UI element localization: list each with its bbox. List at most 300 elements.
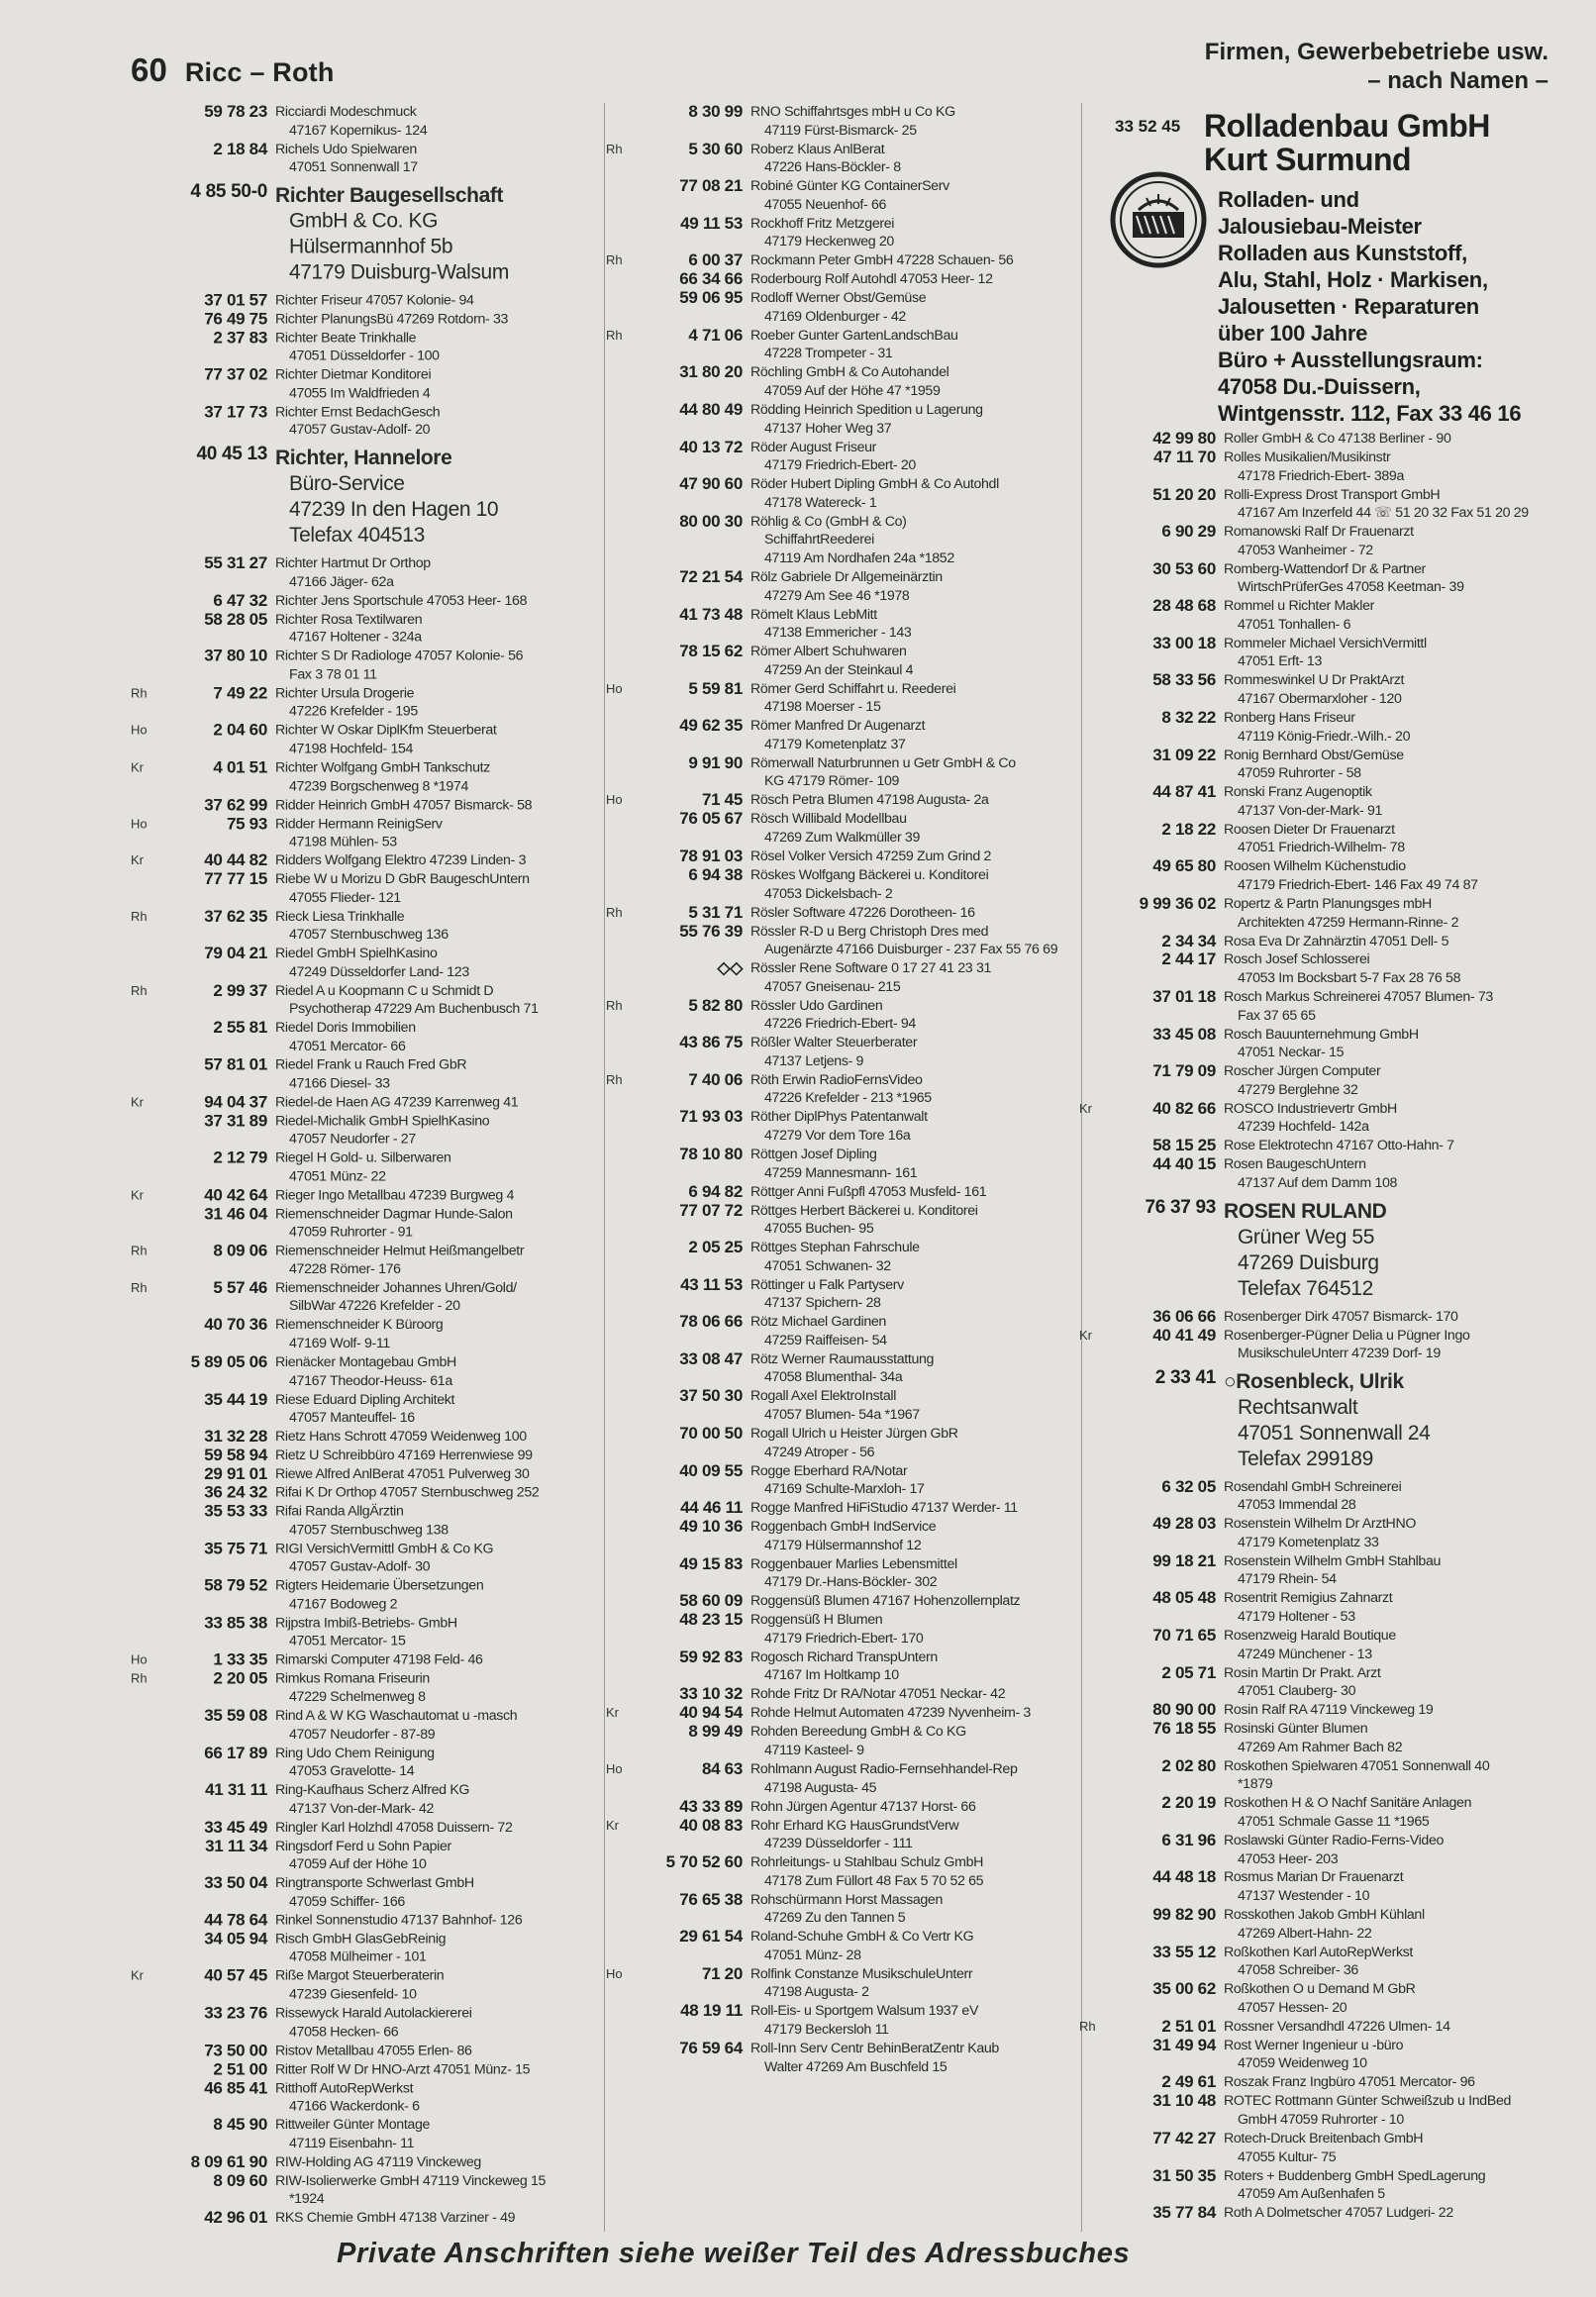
phone-number: 2 51 01 — [1161, 2016, 1216, 2036]
listing-entry — [608, 754, 1073, 791]
listing-address: 47269 Am Rahmer Bach 82 — [1238, 1739, 1403, 1755]
listing-entry — [133, 103, 588, 140]
listing-text — [750, 1817, 1073, 1853]
listing-name: Ristov Metallbau 47055 Erlen- 86 — [275, 2042, 472, 2058]
listing-address: 47059 Am Außenhafen 5 — [1238, 2186, 1385, 2203]
listing-entry — [608, 1760, 1073, 1797]
listing-name: Roszak Franz Ingbüro 47051 Mercator- 96 — [1224, 2074, 1475, 2091]
listing-entry — [133, 329, 588, 365]
phone-number: 40 44 82 — [204, 850, 267, 870]
phone-number: 37 80 10 — [204, 646, 267, 665]
listing-text — [750, 866, 1073, 903]
listing-address: 47053 Dickelsbach- 2 — [764, 885, 893, 902]
listing-text — [750, 1462, 1073, 1499]
listing-entry — [133, 1186, 588, 1205]
listing-text — [1224, 560, 1551, 597]
listing-text — [750, 643, 1073, 679]
listing-text — [1224, 895, 1551, 932]
listing-address: 47226 Friedrich-Ebert- 94 — [764, 1016, 916, 1033]
listing-text — [1224, 1832, 1551, 1868]
phone-number: 9 99 36 02 — [1139, 893, 1216, 913]
listing-entry — [133, 1967, 588, 2004]
listing-text — [275, 722, 588, 758]
listing-entry — [608, 1313, 1073, 1349]
listing-name: Röttger Anni Fußpfl 47053 Musfeld- 161 — [750, 1183, 987, 1200]
listing-text — [275, 1428, 588, 1447]
listing-text — [275, 1353, 588, 1390]
listing-entry — [133, 1819, 588, 1838]
listing-text — [750, 810, 1073, 847]
listing-entry — [608, 141, 1073, 177]
listing-name: Ringler Karl Holzhdl 47058 Duissern- 72 — [275, 1819, 513, 1836]
listing-name: Rotech-Druck Breitenbach GmbH — [1224, 2130, 1424, 2147]
listing-name: Röhlig & Co (GmbH & Co) — [750, 513, 907, 530]
listing-text — [275, 982, 588, 1019]
listing-name: Richter Baugesellschaft — [275, 183, 504, 207]
listing-text — [750, 1685, 1073, 1704]
listing-text — [275, 1912, 588, 1931]
listing-name: Rohr Erhard KG HausGrundstVerw — [750, 1817, 959, 1834]
listing-entry — [1081, 895, 1551, 932]
phone-number: 99 82 90 — [1152, 1905, 1216, 1925]
listing-name: Roslawski Günter Radio-Ferns-Video — [1224, 1832, 1445, 1848]
listing-address: 47057 Hessen- 20 — [1238, 1999, 1347, 2016]
listing-entry — [133, 1781, 588, 1818]
phone-number: 48 05 48 — [1152, 1588, 1216, 1608]
listing-name: Rogall Ulrich u Heister Jürgen GbR — [750, 1426, 958, 1442]
listing-name: Romanowski Ralf Dr Frauenarzt — [1224, 524, 1414, 541]
listing-address: 47228 Trompeter - 31 — [764, 346, 893, 362]
listing-text — [275, 1707, 588, 1744]
listing-entry — [608, 848, 1073, 866]
phone-number: 66 34 66 — [679, 269, 743, 289]
listing-address: 47055 Im Waldfrieden 4 — [289, 385, 431, 402]
district-code: Kr — [131, 759, 144, 775]
phone-number: 71 20 — [701, 1963, 743, 1983]
listing-name: Riedel GmbH SpielhKasino — [275, 946, 438, 962]
listing-name: Rössler Udo Gardinen — [750, 997, 883, 1014]
listing-entry — [608, 270, 1073, 289]
phone-number: 78 91 03 — [679, 846, 743, 865]
listing-entry — [608, 866, 1073, 903]
ad-phone-number: 33 52 45 — [1115, 117, 1181, 136]
listing-entry — [133, 1112, 588, 1148]
phone-number: 33 10 32 — [679, 1684, 743, 1704]
listing-entry — [608, 1034, 1073, 1070]
listing-entry — [133, 1205, 588, 1242]
phone-number: 79 04 21 — [204, 944, 267, 963]
district-code: Rh — [131, 1280, 148, 1296]
listing-entry — [133, 1243, 588, 1279]
listing-name: Rosenberger Dirk 47057 Bismarck- 170 — [1224, 1308, 1458, 1325]
listing-entry — [133, 1745, 588, 1781]
listing-text — [750, 1760, 1073, 1797]
listing-text — [1224, 1552, 1551, 1589]
listing-text — [1224, 747, 1551, 783]
listing-name: Rößler Walter Steuerberater — [750, 1035, 918, 1051]
phone-number: 33 23 76 — [204, 2003, 267, 2023]
listing-entry — [133, 2079, 588, 2116]
listing-address: 47179 Kometenplatz 37 — [764, 736, 906, 752]
phone-number: 40 13 72 — [679, 437, 743, 456]
listing-entry — [133, 815, 588, 851]
listing-text — [1224, 2073, 1551, 2092]
listing-text — [750, 2040, 1073, 2076]
section-title: Firmen, Gewerbebetriebe usw. — [1204, 39, 1548, 65]
phone-number: 71 45 — [701, 790, 743, 810]
listing-text — [750, 177, 1073, 214]
listing-entry — [1081, 1515, 1551, 1551]
listing-name: Ritter Rolf W Dr HNO-Arzt 47051 Münz- 15 — [275, 2060, 531, 2077]
listing-address: GmbH 47059 Ruhrorter - 10 — [1238, 2111, 1404, 2128]
listing-entry — [608, 1350, 1073, 1387]
phone-number: 48 23 15 — [679, 1610, 743, 1630]
listing-address: 47226 Hans-Böckler- 8 — [764, 159, 901, 176]
listing-address: 47055 Flieder- 121 — [289, 889, 401, 906]
listing-name: Roßkothen Karl AutoRepWerkst — [1224, 1944, 1414, 1960]
ad-line: über 100 Jahre — [1218, 321, 1368, 346]
listing-entry — [133, 1056, 588, 1093]
listing-address: Architekten 47259 Hermann-Rinne- 2 — [1238, 914, 1459, 931]
listing-text — [1224, 950, 1551, 987]
listing-entry — [1081, 2037, 1551, 2073]
phone-number: 73 50 00 — [204, 2040, 267, 2059]
phone-number: 33 45 08 — [1152, 1024, 1216, 1044]
phone-number: 77 08 21 — [679, 176, 743, 196]
phone-number: 7 40 06 — [688, 1069, 743, 1089]
phone-number: 5 89 05 06 — [190, 1352, 267, 1371]
listing-text — [750, 791, 1073, 810]
listing-text — [750, 1350, 1073, 1387]
listing-entry — [608, 1499, 1073, 1518]
district-code: Rh — [1079, 2018, 1096, 2034]
listing-text — [275, 1205, 588, 1242]
listing-name: Rötz Michael Gardinen — [750, 1314, 886, 1331]
listing-text — [750, 270, 1073, 289]
listing-address: 47228 Römer- 176 — [289, 1261, 401, 1278]
listing-name: Rohde Fritz Dr RA/Notar 47051 Neckar- 42 — [750, 1686, 1006, 1703]
phone-number: 59 92 83 — [679, 1647, 743, 1666]
listing-address: 47055 Neuenhof- 66 — [764, 196, 887, 213]
listing-name: Rosenzweig Harald Boutique — [1224, 1628, 1396, 1645]
listing-address: 47119 Eisenbahn- 11 — [289, 2135, 415, 2151]
phone-number: 71 93 03 — [679, 1107, 743, 1127]
phone-number: 49 10 36 — [679, 1517, 743, 1537]
listing-name: Ritthoff AutoRepWerkst — [275, 2079, 414, 2096]
listing-entry — [1081, 523, 1551, 559]
phone-number: 94 04 37 — [204, 1092, 267, 1112]
listing-text — [1224, 1515, 1551, 1551]
listing-name: Richter PlanungsBü 47269 Rotdorn- 33 — [275, 311, 509, 328]
listing-name: Röttgen Josef Dipling — [750, 1146, 877, 1162]
listing-name: Riemenschneider K Büroorg — [275, 1317, 444, 1334]
listing-text — [750, 1071, 1073, 1108]
listing-address: 47259 Raiffeisen- 54 — [764, 1332, 887, 1348]
district-code: Rh — [606, 1071, 623, 1087]
listing-text — [750, 1853, 1073, 1890]
listing-text — [750, 2002, 1073, 2039]
listing-address: 47057 Gneisenau- 215 — [764, 978, 901, 995]
district-code: Rh — [131, 1243, 148, 1258]
listing-name: Richter S Dr Radiologe 47057 Kolonie- 56 — [275, 648, 524, 664]
listing-address: 47057 Gustav-Adolf- 30 — [289, 1558, 431, 1575]
phone-number: 77 07 72 — [679, 1200, 743, 1220]
listing-name: Rost Werner Ingenieur u -büro — [1224, 2037, 1404, 2053]
phone-number: 31 09 22 — [1152, 745, 1216, 764]
listing-name: ROSCO Industrievertr GmbH — [1224, 1100, 1397, 1117]
listing-text — [275, 648, 588, 684]
listing-name: Roggenbach GmbH IndService — [750, 1519, 937, 1536]
listing-name: Roll-Inn Serv Centr BehinBeratZentr Kaub — [750, 2041, 999, 2057]
listing-entry — [133, 554, 588, 591]
listing-name: Riße Margot Steuerberaterin — [275, 1968, 445, 1984]
phone-number: 55 31 27 — [204, 553, 267, 572]
listing-entry — [608, 1891, 1073, 1928]
listing-name: Roskothen Spielwaren 47051 Sonnenwall 40 — [1224, 1757, 1490, 1774]
phone-number: 2 33 41 — [1154, 1366, 1216, 1388]
phone-number: 8 45 90 — [213, 2115, 267, 2135]
phone-number: 84 63 — [701, 1758, 743, 1778]
phone-number: 6 47 32 — [213, 590, 267, 610]
listing-text — [275, 1317, 588, 1353]
phone-number: 35 00 62 — [1152, 1979, 1216, 1999]
listing-entry — [608, 1146, 1073, 1182]
listing-text — [750, 1202, 1073, 1239]
phone-number: 77 77 15 — [204, 869, 267, 889]
listing-name: Rossner Versandhdl 47226 Ulmen- 14 — [1224, 2018, 1450, 2035]
phone-number: 5 30 60 — [688, 139, 743, 158]
listing-name: Roggensüß H Blumen — [750, 1612, 883, 1629]
listing-address: 47167 Obermarxloher - 120 — [1238, 691, 1402, 708]
phone-number: 49 28 03 — [1152, 1514, 1216, 1534]
phone-number: 36 24 32 — [204, 1482, 267, 1502]
listing-name: Rohrleitungs- u Stahlbau Schulz GmbH — [750, 1854, 984, 1871]
listing-entry — [133, 1707, 588, 1744]
listing-entry — [133, 1577, 588, 1614]
listing-address: 47053 Gravelotte- 14 — [289, 1763, 415, 1780]
listing-name: Riedel Doris Immobilien — [275, 1020, 416, 1037]
listing-address: 47198 Augusta- 45 — [764, 1779, 877, 1796]
listing-entry — [608, 791, 1073, 810]
listing-name: Robiné Günter KG ContainerServ — [750, 178, 949, 195]
phone-number: 43 11 53 — [680, 1274, 743, 1294]
district-code: Kr — [131, 1187, 144, 1203]
listing-address: 47057 Sternbuschweg 138 — [289, 1522, 449, 1539]
listing-entry — [608, 513, 1073, 568]
listing-address: 47179 Friedrich-Ebert- 146 Fax 49 74 87 — [1238, 876, 1478, 893]
listing-entry — [608, 177, 1073, 214]
listing-text — [275, 1670, 588, 1707]
listing-name: Richter W Oskar DiplKfm Steuerberat — [275, 722, 497, 739]
listing-text — [750, 1891, 1073, 1928]
listing-text — [275, 140, 588, 176]
listing-name: Roland-Schuhe GmbH & Co Vertr KG — [750, 1929, 974, 1946]
listing-entry — [1081, 2204, 1551, 2223]
listing-address: 47119 Kasteel- 9 — [764, 1743, 864, 1758]
phone-number: 35 75 71 — [204, 1539, 267, 1558]
listing-address: 47051 Schmale Gasse 11 *1965 — [1238, 1813, 1430, 1830]
listing-text — [275, 1484, 588, 1503]
listing-text — [275, 103, 588, 140]
district-code: Kr — [1079, 1100, 1092, 1116]
listing-entry — [1081, 1366, 1551, 1472]
listing-address: 47137 Letjens- 9 — [764, 1052, 864, 1069]
listing-text — [1224, 430, 1551, 449]
listing-entry — [608, 923, 1073, 959]
listing-text — [750, 680, 1073, 717]
phone-number: 99 18 21 — [1152, 1550, 1216, 1570]
listing-entry — [608, 1071, 1073, 1108]
listing-text — [1224, 1701, 1551, 1720]
listing-text — [275, 291, 588, 310]
listing-address: 47051 Mercator- 66 — [289, 1038, 406, 1054]
listing-name: Römer Albert Schuhwaren — [750, 644, 907, 660]
listing-entry — [1081, 857, 1551, 894]
listing-entry — [608, 1648, 1073, 1685]
listing-entry — [1081, 2130, 1551, 2166]
listing-entry — [133, 851, 588, 870]
phone-number: 4 71 06 — [688, 325, 743, 345]
listing-address: 47057 Neudorfer - 27 — [289, 1131, 416, 1148]
listing-entry — [133, 180, 588, 286]
listing-name: Rolles Musikalien/Musikinstr — [1224, 449, 1391, 465]
listing-text — [275, 851, 588, 870]
listing-text — [1224, 1026, 1551, 1062]
listing-name: Richter Dietmar Konditorei — [275, 366, 432, 383]
listing-text — [750, 327, 1073, 363]
phone-number: 58 28 05 — [204, 609, 267, 629]
listing-address: 47059 Ruhrorter - 91 — [289, 1224, 413, 1241]
listing-entry — [608, 680, 1073, 717]
listing-address: 47226 Krefelder - 213 *1965 — [764, 1090, 932, 1107]
phone-number: 33 45 49 — [204, 1817, 267, 1837]
listing-entry — [608, 959, 1073, 996]
listing-address: Hülsermannhof 5b — [289, 235, 453, 258]
listing-address: Walter 47269 Am Buschfeld 15 — [764, 2058, 948, 2075]
listing-name: Rosin Ralf RA 47119 Vinckeweg 19 — [1224, 1702, 1434, 1719]
phone-number: ◇◇ — [717, 958, 743, 978]
listing-entry — [608, 1611, 1073, 1648]
listing-address: *1879 — [1238, 1776, 1273, 1793]
listing-text — [1224, 1794, 1551, 1831]
listing-entry — [133, 1428, 588, 1447]
listing-entry — [1081, 1627, 1551, 1663]
listing-entry — [608, 1425, 1073, 1461]
listing-name: Röttinger u Falk Partyserv — [750, 1276, 904, 1293]
listing-name: Richter Wolfgang GmbH Tankschutz — [275, 759, 490, 776]
listing-text — [275, 796, 588, 815]
listing-text — [1224, 486, 1551, 523]
listing-address: 47058 Blumenthal- 34a — [764, 1369, 903, 1386]
listing-entry — [608, 1723, 1073, 1759]
listing-text — [750, 997, 1073, 1034]
listing-entry — [133, 870, 588, 907]
listing-text — [750, 475, 1073, 512]
listing-entry — [608, 2002, 1073, 2039]
district-code: Kr — [131, 1968, 144, 1983]
listing-address: 47269 Zu den Tannen 5 — [764, 1910, 906, 1927]
listing-name: Ring Udo Chem Reinigung — [275, 1745, 435, 1761]
listing-entry — [133, 1614, 588, 1650]
listing-text — [1224, 597, 1551, 634]
phone-number: 49 65 80 — [1152, 856, 1216, 876]
listing-text — [750, 1704, 1073, 1723]
phone-number: 5 59 81 — [688, 678, 743, 698]
listing-text — [750, 1146, 1073, 1182]
listing-text — [275, 1391, 588, 1428]
listing-name: Roskothen H & O Nachf Sanitäre Anlagen — [1224, 1795, 1472, 1812]
phone-number: 42 99 80 — [1152, 429, 1216, 448]
listing-address: 47051 Sonnenwall 17 — [289, 159, 418, 176]
phone-number: 47 90 60 — [679, 474, 743, 494]
listing-entry — [1081, 1906, 1551, 1943]
phone-number: 80 90 00 — [1152, 1700, 1216, 1720]
phone-number: 2 05 71 — [1161, 1662, 1216, 1682]
listing-name: Rohschürmann Horst Massagen — [750, 1891, 943, 1908]
listing-entry — [608, 1817, 1073, 1853]
phone-number: 76 65 38 — [679, 1889, 743, 1909]
listing-address: Telefax 764512 — [1238, 1276, 1373, 1300]
listing-text — [750, 439, 1073, 475]
listing-name: Rödding Heinrich Spedition u Lagerung — [750, 402, 983, 419]
listing-entry — [608, 1108, 1073, 1145]
phone-number: 76 05 67 — [679, 809, 743, 829]
phone-number: 42 96 01 — [204, 2208, 267, 2228]
listing-name: Riedel A u Koopmann C u Schmidt D — [275, 982, 494, 999]
district-code: Rh — [606, 997, 623, 1013]
listing-entry — [133, 1093, 588, 1112]
listing-entry — [1081, 1100, 1551, 1137]
district-code: Ho — [131, 1651, 148, 1667]
phone-number: 2 34 34 — [1161, 931, 1216, 950]
listing-name: Rohde Helmut Automaten 47239 Nyvenheim- 3 — [750, 1705, 1031, 1722]
listing-text — [1224, 1664, 1551, 1701]
listing-name: Romberg-Wattendorf Dr & Partner — [1224, 560, 1426, 577]
listing-text — [275, 592, 588, 611]
listing-name: Richter Beate Trinkhalle — [275, 330, 417, 347]
listing-text — [1224, 2018, 1551, 2037]
phone-number: 51 20 20 — [1152, 484, 1216, 504]
listing-name: Riedel-de Haen AG 47239 Karrenweg 41 — [275, 1094, 519, 1111]
phone-number: 37 17 73 — [204, 402, 267, 422]
listing-entry — [133, 2209, 588, 2228]
listing-entry — [608, 1965, 1073, 2002]
phone-number: 75 93 — [226, 813, 267, 833]
listing-text — [1224, 2130, 1551, 2166]
listing-address: 47137 Spichern- 28 — [764, 1295, 881, 1312]
listing-name: Rössler Rene Software 0 17 27 41 23 31 — [750, 960, 992, 977]
listing-name: ROSEN RULAND — [1224, 1199, 1387, 1223]
listing-entry — [1081, 1196, 1551, 1302]
phone-number: 2 37 83 — [213, 328, 267, 348]
listing-entry — [608, 1202, 1073, 1239]
listing-entry — [133, 722, 588, 758]
listing-entry — [608, 327, 1073, 363]
listing-address: 47167 Am Inzerfeld 44 ☏ 51 20 32 Fax 51 20 29 — [1238, 505, 1529, 522]
phone-number: 37 62 35 — [204, 906, 267, 926]
phone-number: 77 37 02 — [204, 364, 267, 384]
listing-address: 47269 Duisburg — [1238, 1250, 1379, 1274]
listing-entry — [608, 1555, 1073, 1592]
listing-entry — [133, 1874, 588, 1911]
listing-address: 47269 Albert-Hahn- 22 — [1238, 1925, 1372, 1942]
listing-text — [750, 923, 1073, 959]
listing-text — [750, 215, 1073, 251]
listing-text — [275, 554, 588, 591]
listing-entry — [1081, 1944, 1551, 1980]
listing-name: Röder August Friseur — [750, 439, 877, 455]
listing-name: Römerwall Naturbrunnen u Getr GmbH & Co — [750, 754, 1016, 771]
